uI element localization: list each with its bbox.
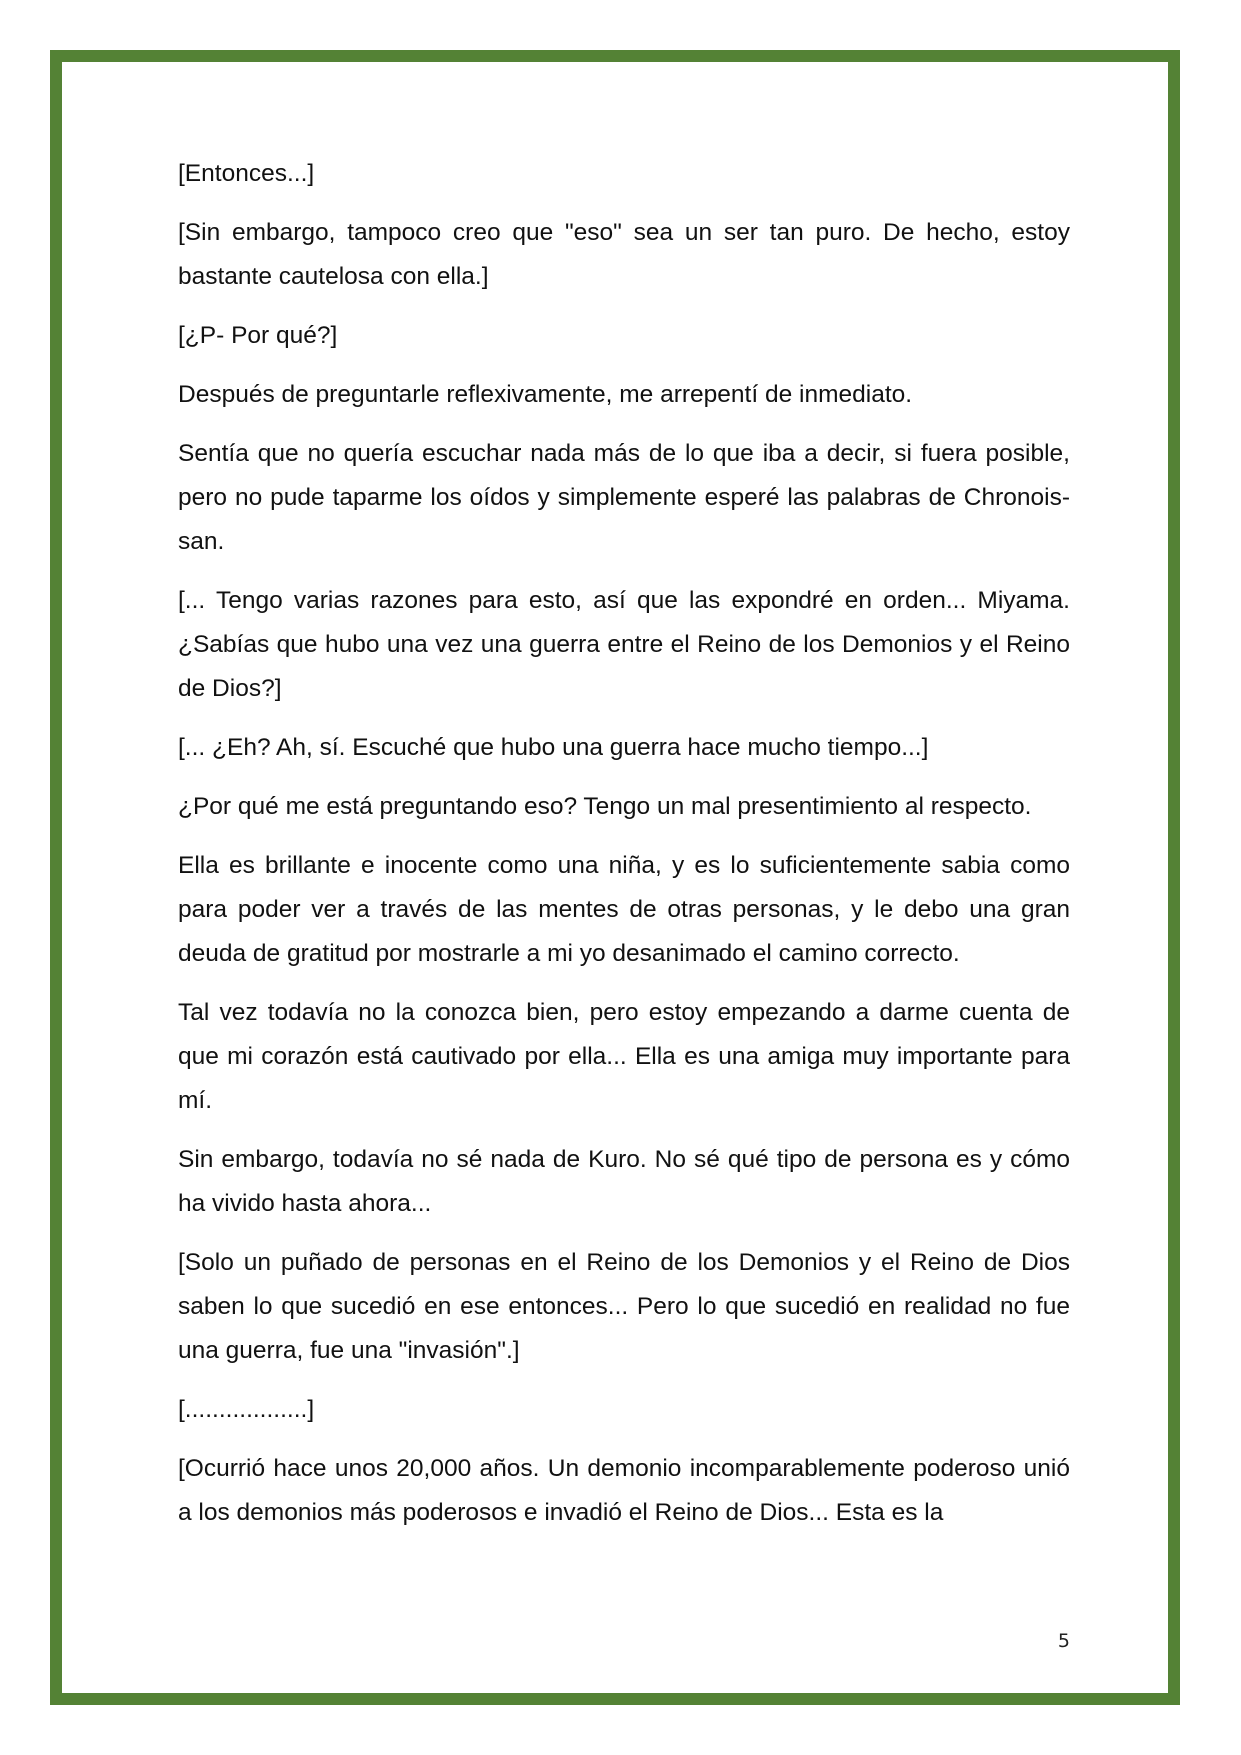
page-number: 5	[1057, 1630, 1070, 1652]
paragraph-14: [Ocurrió hace unos 20,000 años. Un demonio incomparablemente poderoso unió a los demonios más poderosos e invadió el Reino de Dios... Esta es la	[178, 1455, 1070, 1526]
paragraph-10: Tal vez todavía no la conozca bien, pero estoy empezando a darme cuenta de que mi corazón está cautivado por ella... Ella es una amiga muy importante para mí.	[178, 999, 1070, 1114]
paragraph-4: Después de preguntarle reflexivamente, me arrepentí de inmediato.	[178, 381, 913, 408]
text-body	[178, 152, 1070, 1550]
paragraph-13: [..................]	[178, 1396, 315, 1423]
paragraph-3: [¿P- Por qué?]	[178, 322, 338, 349]
paragraph-12: [Solo un puñado de personas en el Reino de los Demonios y el Reino de Dios saben lo que sucedió en ese entonces... Pero lo que sucedió en realidad no fue una guerra, fue una "invasión".]	[178, 1249, 1070, 1364]
paragraph-1: [Entonces...]	[178, 160, 315, 187]
paragraph-7: [... ¿Eh? Ah, sí. Escuché que hubo una guerra hace mucho tiempo...]	[178, 734, 929, 761]
paragraph-6: [... Tengo varias razones para esto, así que las expondré en orden... Miyama. ¿Sabías que hubo una vez una guerra entre el Reino de los Demonios y el Reino de Dios?]	[178, 587, 1070, 702]
paragraph-8: ¿Por qué me está preguntando eso? Tengo un mal presentimiento al respecto.	[178, 793, 1032, 820]
paragraph-11: Sin embargo, todavía no sé nada de Kuro. No sé qué tipo de persona es y cómo ha vivido hasta ahora...	[178, 1146, 1070, 1217]
paragraph-9: Ella es brillante e inocente como una niña, y es lo suficientemente sabia como para poder ver a través de las mentes de otras personas, y le debo una gran deuda de gratitud por mostrarle a mi yo desanimado el camino correcto.	[178, 852, 1070, 967]
paragraph-5: Sentía que no quería escuchar nada más de lo que iba a decir, si fuera posible, pero no pude taparme los oídos y simplemente esperé las palabras de Chronois-san.	[178, 440, 1070, 555]
paragraph-2: [Sin embargo, tampoco creo que "eso" sea un ser tan puro. De hecho, estoy bastante cautelosa con ella.]	[178, 219, 1070, 290]
